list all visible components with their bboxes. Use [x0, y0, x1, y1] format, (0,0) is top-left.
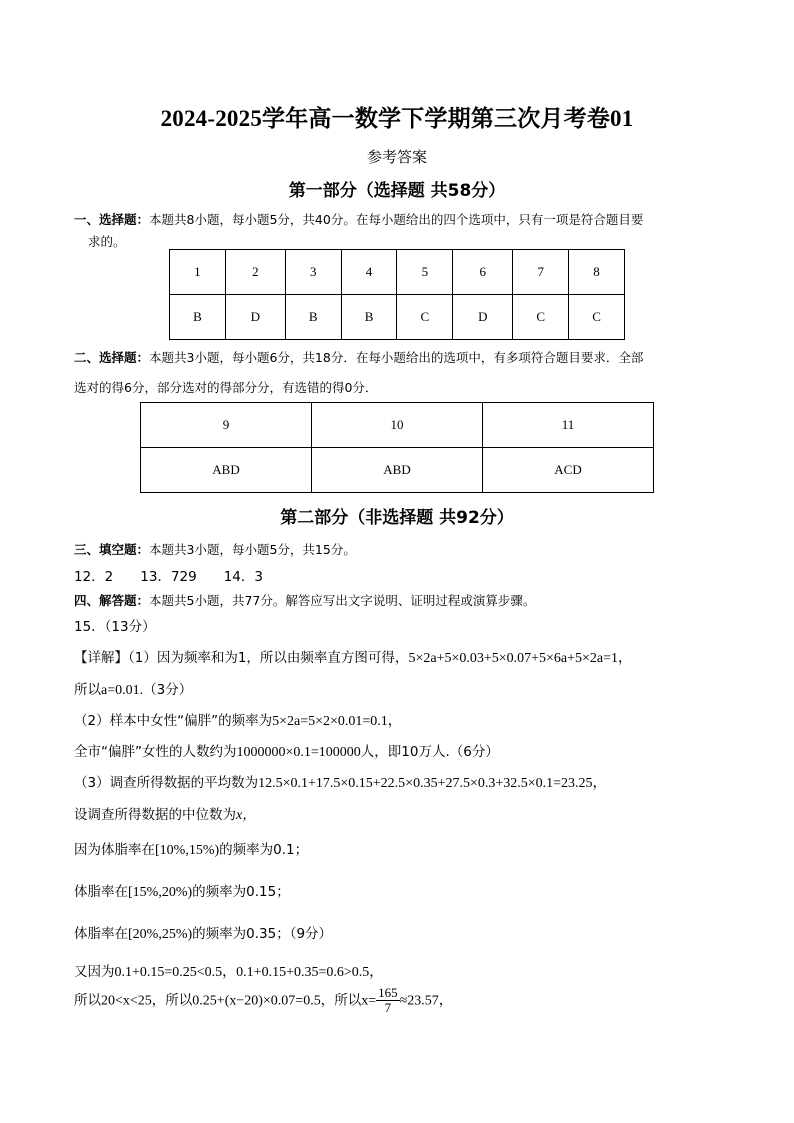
q15-line3-text: （2）样本中女性“偏胖”的频率为 — [74, 713, 273, 729]
section2-line1 — [74, 348, 643, 366]
q15-line4-tail: 人，即10万人.（6分） — [360, 744, 499, 760]
part1-heading: 第一部分（选择题 共58分） — [288, 181, 506, 201]
table2-cell: 11 — [483, 403, 654, 448]
q15-line1 — [74, 646, 632, 667]
page-title: 2024-2025学年高一数学下学期第三次月考卷01 — [160, 106, 634, 131]
q15-line8-tail: 的频率为0.15； — [192, 884, 290, 900]
section3-line — [74, 540, 356, 558]
table1-number-row — [170, 250, 625, 295]
q15-line9-tail: 的频率为0.35；（9分） — [192, 926, 333, 942]
section1-line2: 求的。 — [88, 234, 126, 249]
q15-line7-tail: 的频率为0.1； — [219, 842, 309, 858]
table1-cell: 7 — [513, 250, 569, 295]
q15-line11 — [74, 986, 453, 1015]
table1-answer-row — [170, 295, 625, 340]
table2-cell: ACD — [483, 448, 654, 493]
q15-header: 15．（13分） — [74, 619, 156, 635]
q15-line4-math: 1000000×0.1=100000 — [236, 745, 361, 760]
q15-line8-text: 体脂率在 — [74, 884, 128, 900]
q15-line8 — [74, 880, 290, 901]
section2-line2: 选对的得6分，部分选对的得部分分，有选错的得0分． — [74, 380, 378, 395]
answer-table-2 — [140, 402, 654, 493]
answer-table-1 — [169, 249, 625, 340]
q15-line7 — [74, 838, 308, 859]
q15-line4-text: 全市“偏胖”女性的人数约为 — [74, 744, 237, 760]
fraction — [376, 986, 400, 1015]
table1-cell: C — [569, 295, 625, 340]
table1-cell: C — [397, 295, 453, 340]
table1-cell: 6 — [453, 250, 513, 295]
table1-cell: B — [285, 295, 341, 340]
table2-answer-row — [141, 448, 654, 493]
fraction-numerator: 165 — [378, 985, 398, 1000]
q15-line11-text1: 所以 — [74, 992, 101, 1009]
q15-line11-math1: 20<x<25 — [101, 993, 152, 1009]
table1-cell: D — [453, 295, 513, 340]
q15-line1-math: 5×2a+5×0.03+5×0.07+5×6a+5×2a=1， — [408, 651, 633, 666]
q15-line2-text: 所以 — [74, 682, 101, 698]
q15-line6-text: 设调查所得数据的中位数为 — [74, 807, 236, 823]
page-subtitle: 参考答案 — [366, 148, 427, 166]
table2-cell: 9 — [141, 403, 312, 448]
q15-line2-score: （3分） — [143, 682, 193, 698]
q15-line3-math: 5×2a=5×2×0.01=0.1， — [272, 714, 402, 729]
table1-cell: B — [341, 295, 397, 340]
q15-line7-math: [10%,15%) — [155, 843, 220, 858]
section3-text: 本题共3小题，每小题5分，共15分。 — [149, 542, 356, 557]
q15-line5-text: （3）调查所得数据的平均数为 — [74, 775, 259, 791]
q15-line10-text: 又因为 — [74, 964, 115, 980]
q15-line1-text: （1）因为频率和为1，所以由频率直方图可得， — [128, 650, 409, 666]
section1-label: 一、选择题： — [74, 212, 150, 227]
table1-cell: C — [513, 295, 569, 340]
section4-text: 本题共5小题，共77分。解答应写出文字说明、证明过程或演算步骤。 — [149, 593, 536, 608]
q15-line6-math: x， — [236, 808, 257, 823]
table1-cell: 1 — [170, 250, 226, 295]
q15-line11-text3: ，所以 — [320, 992, 362, 1009]
q15-line5 — [74, 771, 607, 792]
q15-line10 — [74, 960, 383, 981]
section4-line — [74, 591, 535, 609]
table1-cell: B — [170, 295, 226, 340]
q15-line10-math: 0.1+0.15=0.25<0.5，0.1+0.15+0.35=0.6>0.5， — [114, 965, 384, 980]
table2-cell: ABD — [312, 448, 483, 493]
table2-cell: ABD — [141, 448, 312, 493]
section1-text: 本题共8小题，每小题5分，共40分。在每小题给出的四个选项中，只有一项是符合题目要 — [149, 212, 644, 227]
section2-label: 二、选择题： — [74, 350, 150, 365]
table1-cell: 5 — [397, 250, 453, 295]
q15-line11-math3: x= — [361, 993, 377, 1009]
q15-line2 — [74, 678, 192, 699]
section3-label: 三、填空题： — [74, 542, 150, 557]
table1-cell: 4 — [341, 250, 397, 295]
q15-line6 — [74, 803, 256, 824]
section4-label: 四、解答题： — [74, 593, 150, 608]
q15-line11-text2: ，所以 — [151, 992, 193, 1009]
fill-answers: 12．2 13．729 14．3 — [74, 569, 263, 585]
table1-cell: 8 — [569, 250, 625, 295]
q15-line11-math2: 0.25+(x−20)×0.07=0.5 — [192, 993, 321, 1009]
q15-line11-math4: ≈23.57， — [399, 993, 453, 1009]
q15-line9 — [74, 922, 332, 943]
q15-line3 — [74, 709, 402, 730]
table1-cell: 3 — [285, 250, 341, 295]
table1-cell: 2 — [225, 250, 285, 295]
q15-line9-math: [20%,25%) — [128, 927, 193, 942]
table2-number-row — [141, 403, 654, 448]
detail-tag: 【详解】 — [74, 650, 128, 666]
q15-line5-math: 12.5×0.1+17.5×0.15+22.5×0.35+27.5×0.3+32.5×0.1=23.25， — [258, 776, 607, 791]
table1-cell: D — [225, 295, 285, 340]
part2-heading: 第二部分（非选择题 共92分） — [280, 508, 514, 528]
table2-cell: 10 — [312, 403, 483, 448]
q15-line7-text: 因为体脂率在 — [74, 842, 155, 858]
q15-line2-math: a=0.01. — [101, 683, 144, 698]
section1-line1 — [74, 210, 643, 228]
fraction-denominator: 7 — [384, 1000, 392, 1015]
section2-text: 本题共3小题，每小题6分，共18分．在每小题给出的选项中，有多项符合题目要求．全部 — [149, 350, 644, 365]
q15-line9-text: 体脂率在 — [74, 926, 128, 942]
q15-line4 — [74, 740, 499, 761]
q15-line8-math: [15%,20%) — [128, 885, 193, 900]
